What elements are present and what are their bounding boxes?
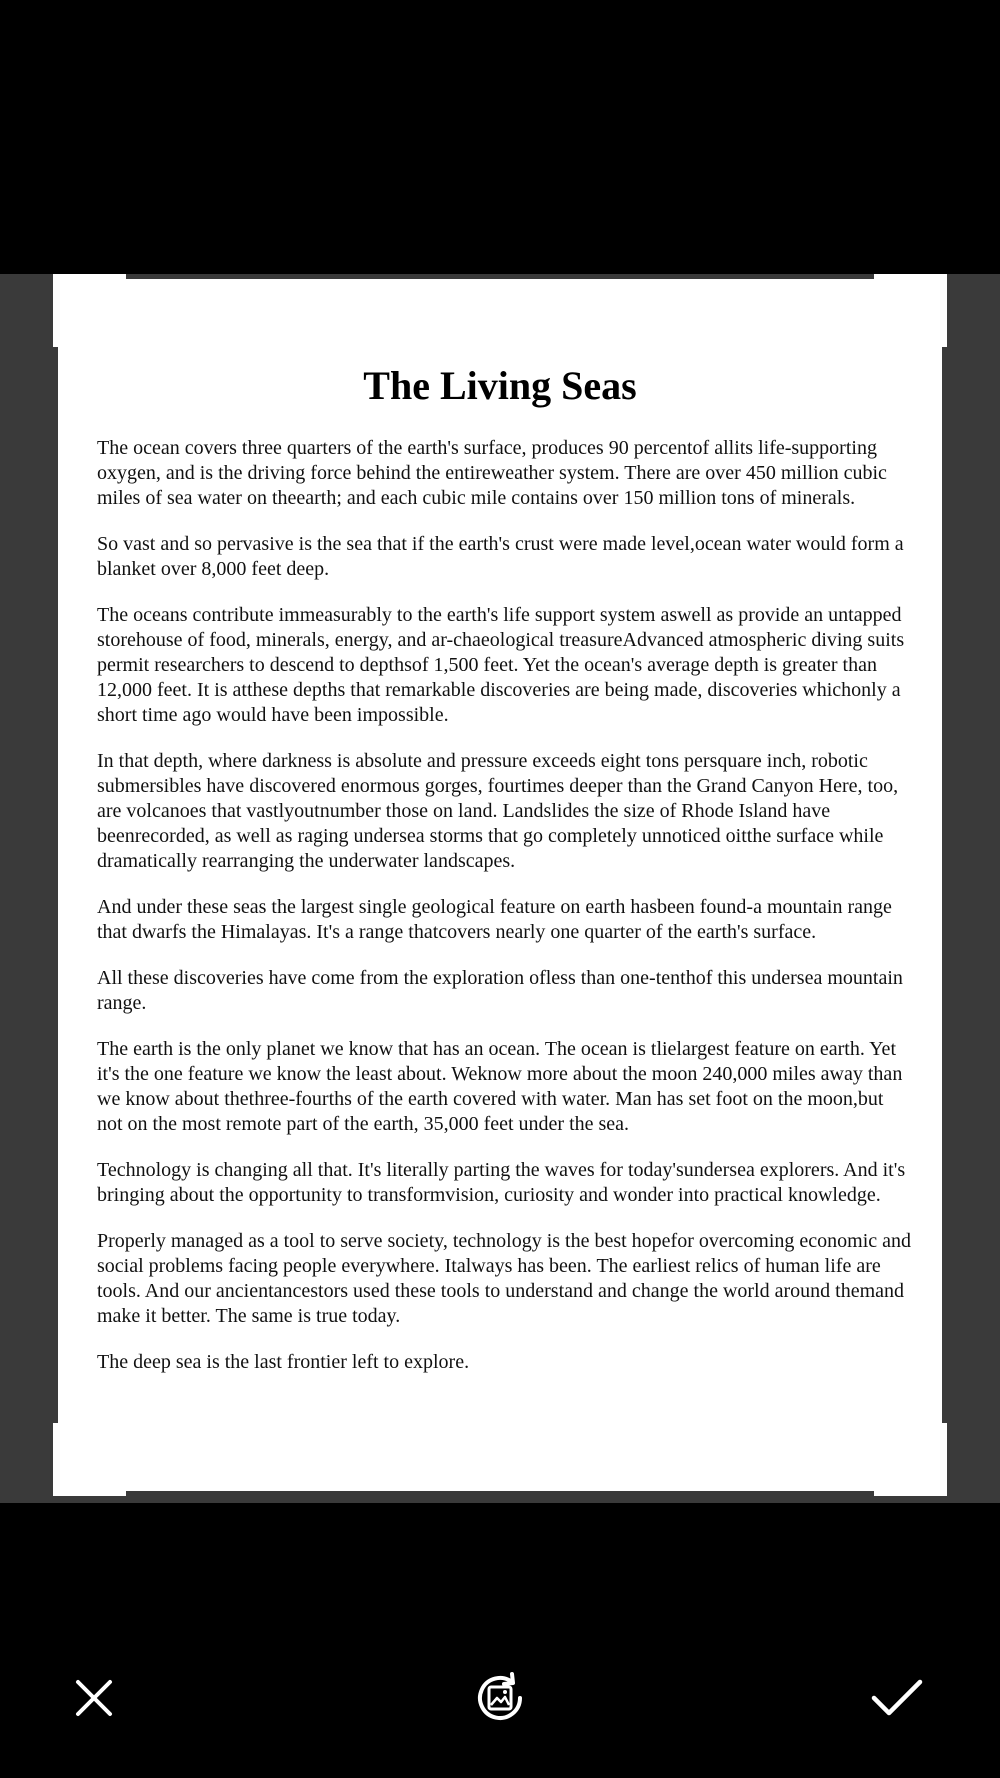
cancel-button[interactable] bbox=[59, 1663, 129, 1733]
checkmark-icon bbox=[870, 1678, 924, 1718]
crop-edge-bottom bbox=[126, 1491, 874, 1496]
close-icon bbox=[74, 1678, 114, 1718]
document-paragraph: The oceans contribute immeasurably to the earth's life support system aswell as provide an untapped storehouse of food, minerals, energy, and ar-chaeological treasureAdvanced atmospheric diving suits permit researchers to descend to depthsof 1,500 feet. Yet the ocean's average depth is greater than 12,000 feet. It is atthese depths that remarkable discoveries are being made, discoveries whichonly a short time ago would have been impossible. bbox=[97, 604, 905, 726]
crop-edge-left bbox=[53, 347, 58, 1423]
document-paragraph: Technology is changing all that. It's literally parting the waves for today'sundersea explorers. And it's bringing about the opportunity to transformvision, curiosity and wonder into practical knowledge. bbox=[97, 1159, 906, 1206]
document-paragraph: In that depth, where darkness is absolute and pressure exceeds eight tons persquare inch, robotic submersibles have discovered enormous gorges, fourtimes deeper than the Grand Canyon Here, too, are volcanoes that vastlyoutnumber those on land. Landslides the size of Rhode Island have beenrecorded, as well as raging undersea storms that go completely unnoticed oitthe surface while dramatically rearranging the underwater landscapes. bbox=[97, 750, 899, 872]
document-paragraph: The earth is the only planet we know that has an ocean. The ocean is tlielargest feature on earth. Yet it's the one feature we know the least about. Weknow more about the moon 240,000 miles away than we know about thethree-fourths of the earth covered with water. Man has set foot on the moon,but not on the most remote part of the earth, 35,000 feet under the sea. bbox=[97, 1038, 903, 1135]
rotate-image-button[interactable] bbox=[465, 1663, 535, 1733]
confirm-button[interactable] bbox=[862, 1663, 932, 1733]
bottom-action-bar bbox=[0, 1640, 1000, 1756]
document-paragraph: The ocean covers three quarters of the earth's surface, produces 90 percentof allits life-supporting oxygen, and is the driving force behind the entireweather system. There are over 450 million cubic miles of sea water on theearth; and each cubic mile contains over 150 million tons of minerals. bbox=[97, 437, 887, 509]
crop-edge-top bbox=[126, 274, 874, 279]
document-paragraph: Properly managed as a tool to serve society, technology is the best hopefor overcoming economic and social problems facing people everywhere. Italways has been. The earliest relics of human life are tools. And our ancientancestors used these tools to understand and change the world around themand make it better. The same is true today. bbox=[97, 1230, 912, 1327]
rotate-image-icon bbox=[472, 1670, 528, 1726]
document-paragraph: And under these seas the largest single geological feature on earth hasbeen found-a mountain range that dwarfs the Himalayas. It's a range thatcovers nearly one quarter of the earth's surface. bbox=[97, 896, 892, 943]
document-paragraph: All these discoveries have come from the exploration ofless than one-tenthof this undersea mountain range. bbox=[97, 967, 903, 1014]
crop-edge-right bbox=[942, 347, 947, 1423]
document-paragraph: The deep sea is the last frontier left to explore. bbox=[97, 1351, 470, 1373]
document-paragraph: So vast and so pervasive is the sea that if the earth's crust were made level,ocean water would form a blanket over 8,000 feet deep. bbox=[97, 533, 904, 580]
document-title: The Living Seas bbox=[363, 363, 637, 408]
document-body bbox=[97, 436, 912, 1396]
